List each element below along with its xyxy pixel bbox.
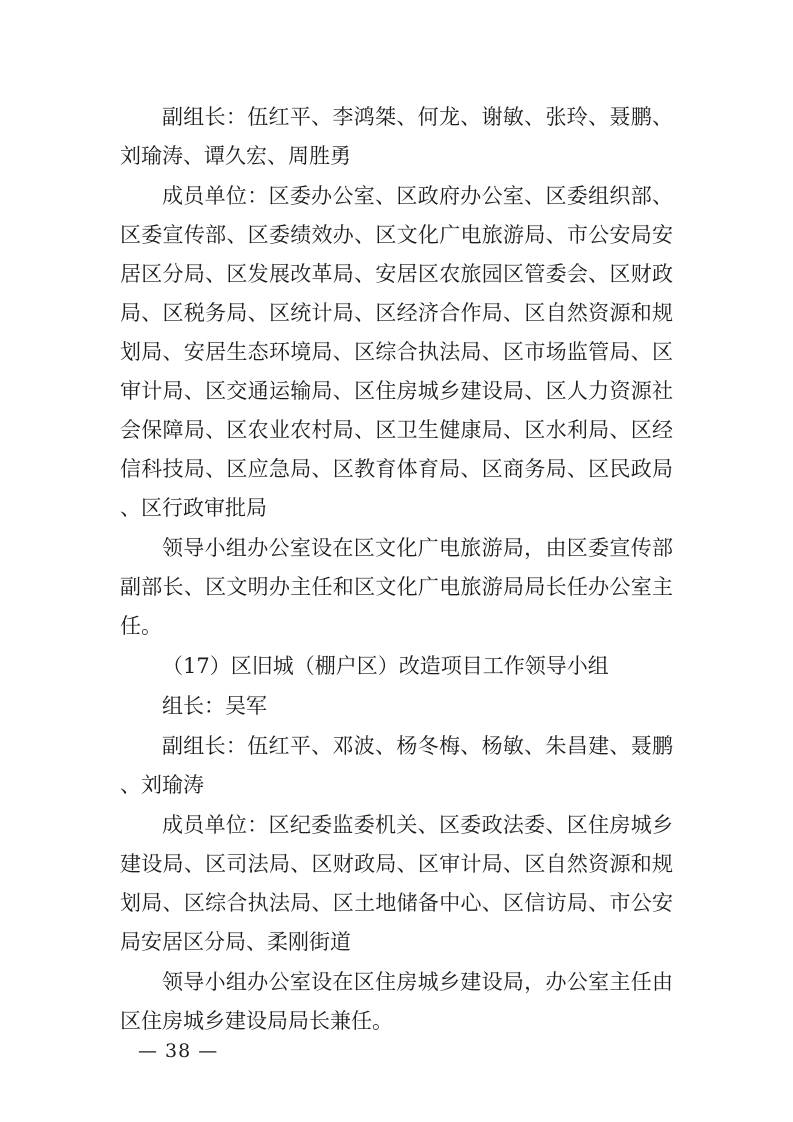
paragraph-member-units-16: 成员单位：区委办公室、区政府办公室、区委组织部、区委宣传部、区委绩效办、区文化广电旅游局、市公安局安居区分局、区发展改革局、安居区农旅园区管委会、区财政局、区税务局、区统计局、区经济合作局、区自然资源和规划局、安居生态环境局、区综合执法局、区市场监管局、区审计局、区交通运输局、区住房城乡建设局、区人力资源社会保障局、区农业农村局、区卫生健康局、区水利局、区经信科技局、区应急局、区教育体育局、区商务局、区民政局、区行政审批局 [120,184,673,520]
paragraph-member-units-17: 成员单位：区纪委监委机关、区委政法委、区住房城乡建设局、区司法局、区财政局、区审计局、区自然资源和规划局、区综合执法局、区土地储备中心、区信访局、市公安局安居区分局、柔刚街道 [120,813,673,954]
paragraph-office-17: 领导小组办公室设在区住房城乡建设局，办公室主任由区住房城乡建设局局长兼任。 [120,970,673,1033]
paragraph-deputy-leaders-17: 副组长：伍红平、邓波、杨冬梅、杨敏、朱昌建、聂鹏、刘瑜涛 [120,734,673,797]
document-body [120,98,673,1041]
page-number: — 38 — [138,1040,219,1062]
section-heading-17: （17）区旧城（棚户区）改造项目工作领导小组 [162,654,609,678]
paragraph-deputy-leaders-16: 副组长：伍红平、李鸿桀、何龙、谢敏、张玲、聂鹏、刘瑜涛、谭久宏、周胜勇 [120,105,673,168]
paragraph-office-16: 领导小组办公室设在区文化广电旅游局，由区委宣传部副部长、区文明办主任和区文化广电旅游局局长任办公室主任。 [120,536,673,638]
paragraph-leader-17: 组长：吴军 [162,694,267,718]
